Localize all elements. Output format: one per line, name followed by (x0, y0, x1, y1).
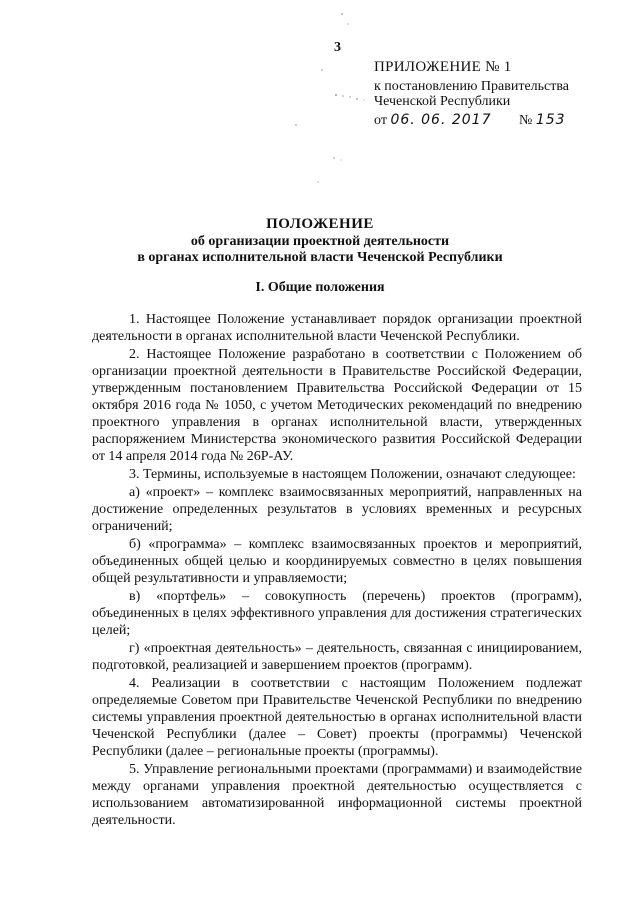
paragraph: 3. Термины, используемые в настоящем Положении, означают следующее: (129, 467, 576, 482)
handwritten-date: 06. 06. 2017 (390, 112, 492, 128)
paragraph: г) «проектная деятельность» – деятельность, связанная с инициированием, подготовкой, реализацией и завершением проектов (программ). (92, 641, 582, 673)
subtitle-line-2: в органах исполнительной власти Чеченской Республики (137, 250, 503, 265)
document-subtitle (0, 234, 640, 266)
paragraph: а) «проект» – комплекс взаимосвязанных мероприятий, направленных на достижение определенных результатов в условиях временных и ресурсных ограничений; (92, 485, 582, 534)
appendix-title: ПРИЛОЖЕНИЕ № 1 (374, 59, 512, 75)
handwritten-number: 153 (535, 112, 566, 128)
appendix-line-1: к постановлению Правительства (374, 79, 570, 94)
paragraph: б) «программа» – комплекс взаимосвязанных проектов и мероприятий, объединенных общей целью и координируемых совместно в целях повышения общей результативности и управляемости; (92, 537, 582, 586)
date-prefix: от (374, 113, 387, 128)
number-prefix: № (519, 113, 533, 128)
paragraph: в) «портфель» – совокупность (перечень) проектов (программ), объединенных в целях эффективного управления для достижения стратегических целей; (92, 589, 582, 638)
document-title: ПОЛОЖЕНИЕ (266, 216, 374, 232)
paragraph: 2. Настоящее Положение разработано в соответствии с Положением об организации проектной деятельности в Правительстве Российской Федерации, утвержденным постановлением Правительства Российской Федерации от 15 октября 2016 года № 1050, с учетом Методических рекомендаций по внедрению проектного управления в органах исполнительной власти, утвержденных распоряжением Министерства экономического развития Российской Федерации от 14 апреля 2014 года № 26Р-АУ. (92, 347, 582, 464)
paragraph: 1. Настоящее Положение устанавливает порядок организации проектной деятельности в органах исполнительной власти Чеченской Республики. (92, 312, 582, 344)
appendix-line-2: Чеченской Республики (374, 94, 511, 109)
paragraph: 4. Реализации в соответствии с настоящим Положением подлежат определяемые Советом при Правительстве Чеченской Республики по внедрению системы управления проектной деятельностью в органах исполнительной власти Чеченской Республики (далее – Совет) проекты (программы) Чеченской Республики (далее – региональные проекты (программы). (92, 676, 582, 759)
document-body (92, 311, 582, 830)
subtitle-line-1: об организации проектной деятельности (190, 234, 450, 249)
decree-date-line (374, 113, 614, 128)
section-title: I. Общие положения (255, 280, 385, 295)
page-number: 3 (334, 40, 341, 55)
appendix-block (374, 60, 614, 128)
paragraph: 5. Управление региональными проектами (программами) и взаимодействие между органами управления проектной деятельностью осуществляется с использованием автоматизированной информационной системы проектной деятельности. (92, 762, 582, 828)
